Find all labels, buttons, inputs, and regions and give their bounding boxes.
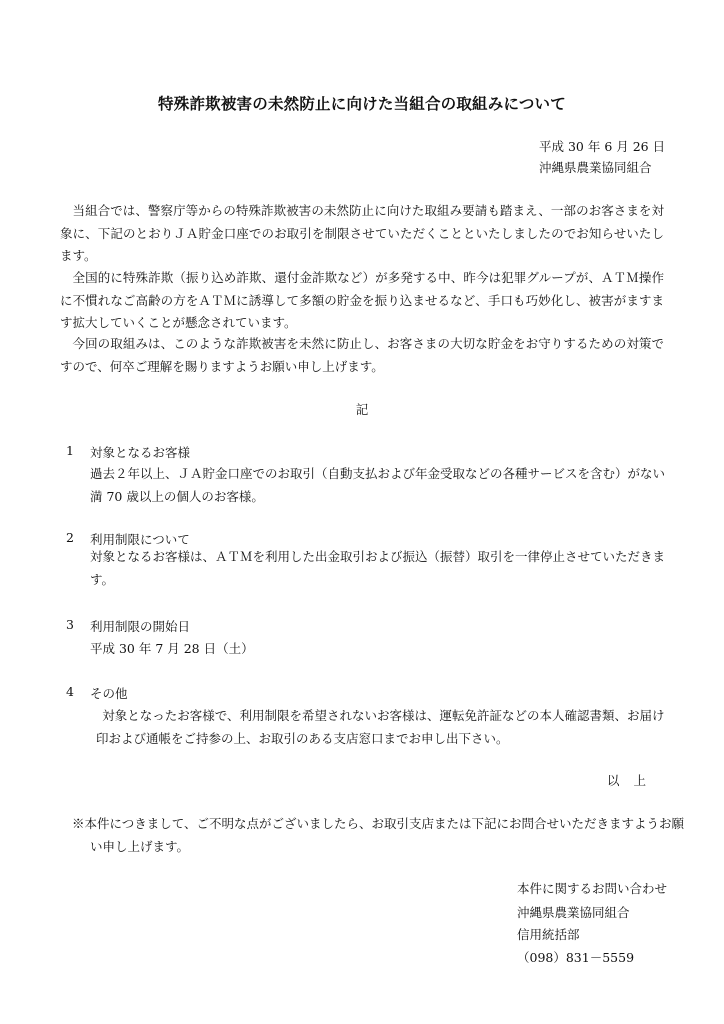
intro-paragraph-2: 全国的に特殊詐欺（振り込め詐欺、還付金詐欺など）が多発する中、昨今は犯罪グループが、ＡＴＭ操作に不慣れなご高齢の方をＡＴＭに誘導して多額の貯金を振り込ませるなど、手口も巧妙化し、被害がますます拡大していくことが懸念されています。 (60, 270, 664, 330)
inquiry-note: ※本件につきまして、ご不明な点がございましたら、お取引支店または下記にお問合せいただきますようお願い申し上げます。 (72, 816, 685, 854)
item-body: 平成 30 年 7 月 28 日（土） (90, 641, 254, 656)
contact-heading: 本件に関するお問い合わせ (517, 881, 668, 896)
item-number: 2 (66, 530, 74, 545)
item-body: 過去２年以上、ＪＡ貯金口座でのお取引（自動支払および年金受取などの各種サービスを含む）がない満 70 歳以上の個人のお客様。 (90, 466, 666, 504)
item-title: 利用制限について (90, 532, 190, 547)
item-title: その他 (90, 686, 128, 701)
item-body: 対象となるお客様は、ＡＴＭを利用した出金取引および振込（振替）取引を一律停止させていただきます。 (90, 549, 666, 587)
issuer-organization: 沖縄県農業協同組合 (539, 160, 652, 175)
contact-department: 信用統括部 (517, 927, 580, 942)
item-number: 3 (66, 617, 74, 632)
issue-date: 平成 30 年 6 月 26 日 (539, 139, 666, 154)
intro-paragraph-3: 今回の取組みは、このような詐欺被害を未然に防止し、お客さまの大切な貯金をお守りするための対策ですので、何卒ご理解を賜りますようお願い申し上げます。 (60, 336, 664, 374)
ki-heading: 記 (355, 402, 369, 417)
item-title: 対象となるお客様 (90, 445, 191, 460)
item-title: 利用制限の開始日 (90, 619, 191, 634)
document-title: 特殊詐欺被害の未然防止に向けた当組合の取組みについて (158, 94, 566, 113)
item-number: 1 (66, 443, 74, 458)
item-number: 4 (66, 684, 74, 699)
contact-phone: （098）831－5559 (517, 950, 635, 965)
item-body: 対象となったお客様で、利用制限を希望されないお客様は、運転免許証などの本人確認書類、お届け印および通帳をご持参の上、お取引のある支店窓口までお申し出下さい。 (96, 708, 665, 746)
contact-organization: 沖縄県農業協同組合 (517, 905, 630, 920)
closing-mark: 以上 (606, 773, 660, 788)
intro-paragraph-1: 当組合では、警察庁等からの特殊詐欺被害の未然防止に向けた取組み要請も踏まえ、一部のお客さまを対象に、下記のとおりＪＡ貯金口座でのお取引を制限させていただくことといたしましたのでお知らせいたします。 (60, 203, 664, 263)
